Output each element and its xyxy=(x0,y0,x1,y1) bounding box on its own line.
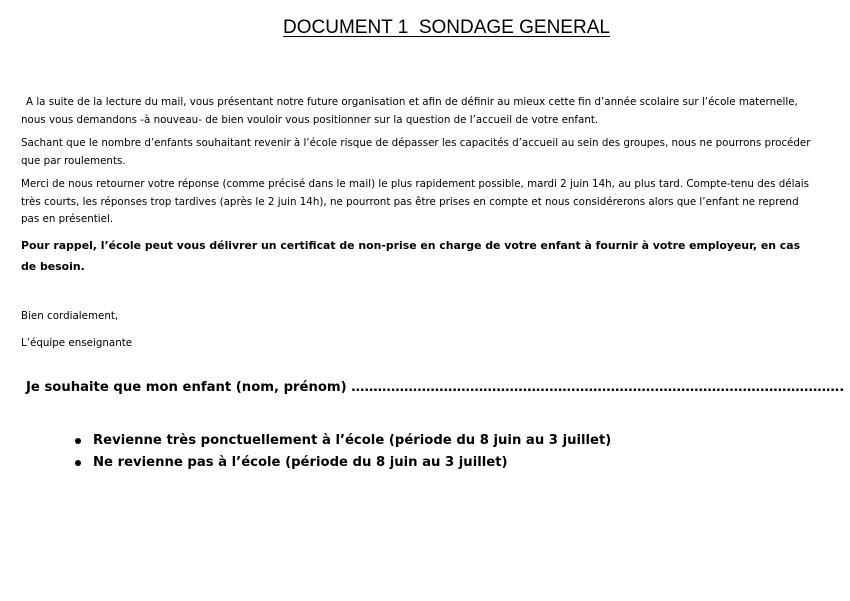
bullet-icon xyxy=(75,438,81,444)
closing-text: Bien cordialement, xyxy=(21,309,119,322)
document-title: DOCUMENT 1 SONDAGE GENERAL xyxy=(283,17,610,38)
options-list xyxy=(75,430,611,474)
child-name-line: Je souhaite que mon enfant (nom, prénom) …………………………………………………………………………………………………. xyxy=(26,380,845,395)
paragraph-deadline: Merci de nous retourner votre réponse (comme précisé dans le mail) le plus rapidement possible, mardi 2 juin 14h, au plus tard. Compte-tenu des délais très courts, les réponses trop tardives (après le 2 juin 14h), ne pourront pas être prises en compte et nous considérerons alors que l’enfant ne reprend pas en présentiel. xyxy=(21,178,809,225)
option-not-return-label: Ne revienne pas à l’école (période du 8 juin au 3 juillet) xyxy=(93,455,508,470)
paragraph-reminder: Pour rappel, l’école peut vous délivrer un certificat de non-prise en charge de votre enfant à fournir à votre employeur, en cas de besoin. xyxy=(21,238,801,273)
paragraph-capacity: Sachant que le nombre d’enfants souhaitant revenir à l’école risque de dépasser les capacités d’accueil au sein des groupes, nous ne pourrons procéder que par roulements. xyxy=(21,137,811,167)
option-return-label: Revienne très ponctuellement à l’école (période du 8 juin au 3 juillet) xyxy=(93,433,612,448)
option-not-return xyxy=(75,452,611,474)
signature-text: L’équipe enseignante xyxy=(21,337,133,349)
paragraph-intro: A la suite de la lecture du mail, vous présentant notre future organisation et afin de définir au mieux cette fin d’année scolaire sur l’école maternelle, nous vous demandons -à nouveau- de bien vouloir vous positionner sur la question de l’accueil de votre enfant. xyxy=(21,96,798,126)
bullet-icon xyxy=(75,460,81,466)
document-body xyxy=(21,94,816,360)
option-return xyxy=(75,430,611,452)
